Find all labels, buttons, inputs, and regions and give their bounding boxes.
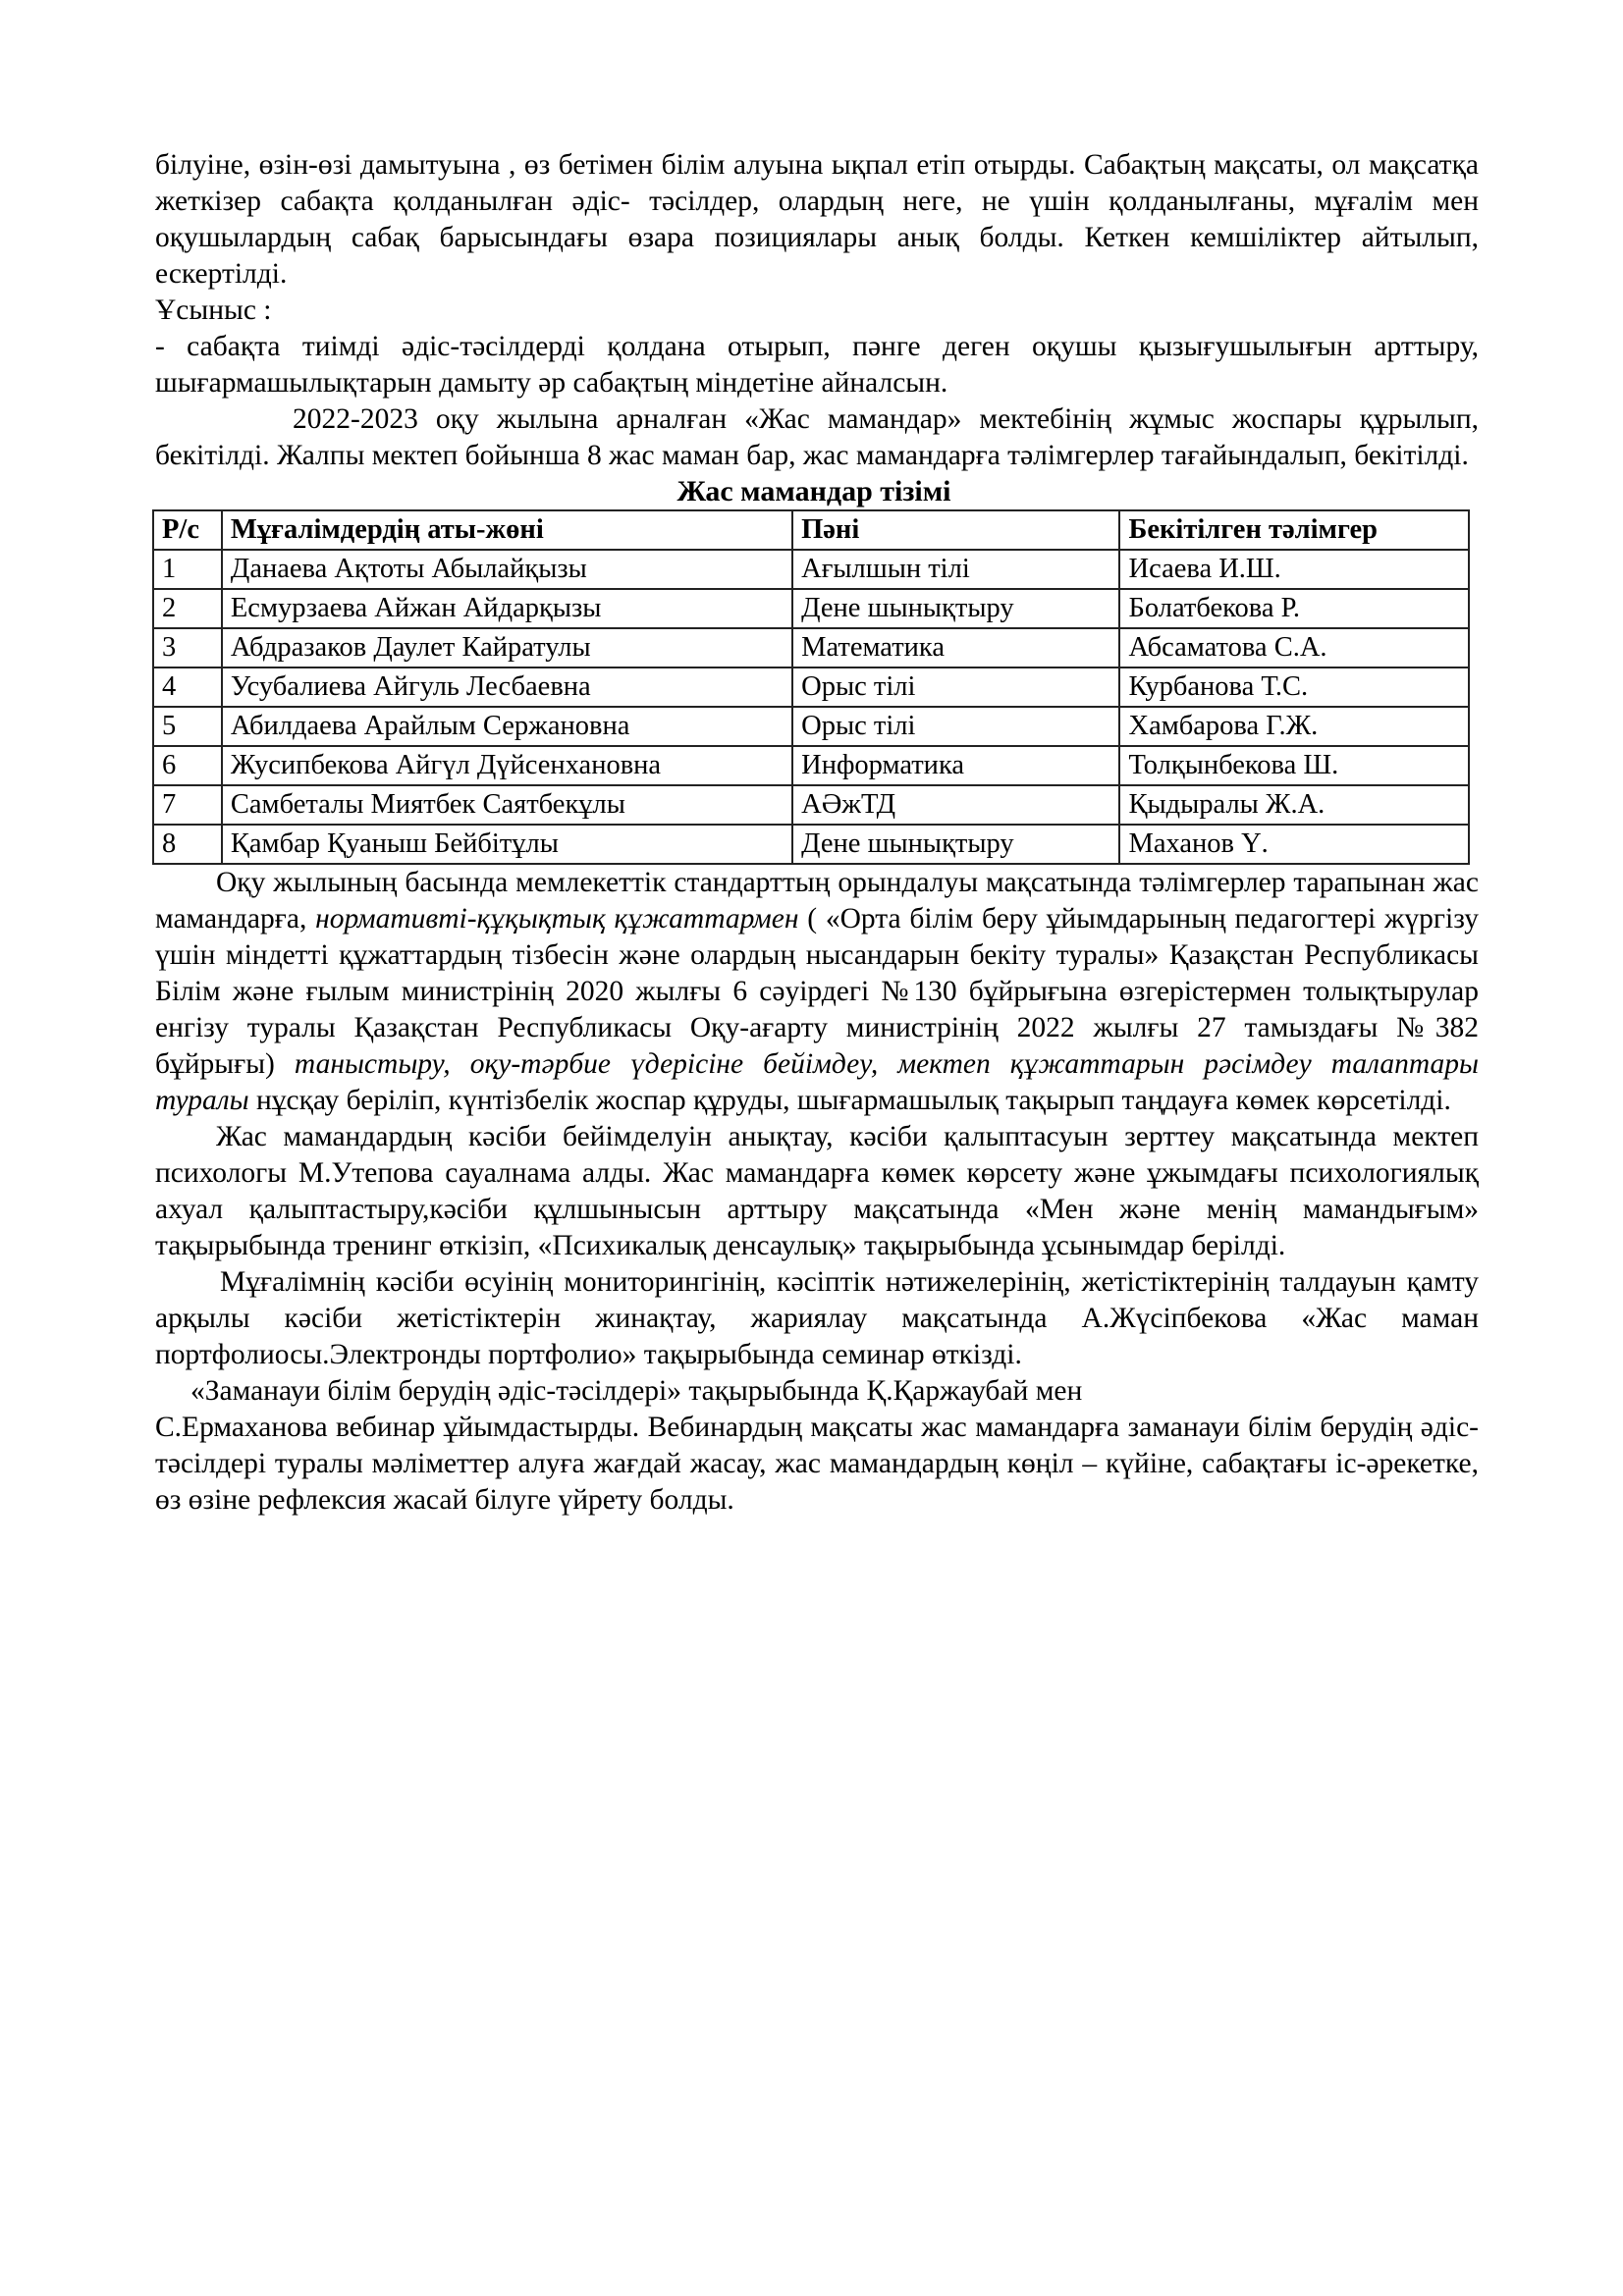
p3-end: нұсқау беріліп, күнтізбелік жоспар құруды, шығармашылық тақырып таңдауға көмек көрсетілді. bbox=[248, 1085, 1451, 1116]
cell-mentor: Исаева И.Ш. bbox=[1119, 550, 1469, 589]
table-row bbox=[153, 746, 1469, 785]
p3-middle: ( «Орта білім беру ұйымдарының педагогтері жүргізу үшін міндетті құжаттардың тізбесін және олардың нысандарын бекіту туралы» Қазақстан Республикасы Білім және ғылым министрінің 2020 жылғы 6 сәуірдегі №130 бұйрығына өзгерістермен толықтырулар енгізу туралы Қазақстан Республикасы Оқу-ағарту министрінің 2022 жылғы 27 тамыздағы №382 бұйрығы) bbox=[155, 903, 1480, 1080]
cell-subject: Орыс тілі bbox=[792, 707, 1119, 746]
cell-number: 3 bbox=[153, 628, 222, 667]
cell-number: 1 bbox=[153, 550, 222, 589]
suggestion-text: - сабақта тиімді әдіс-тәсілдерді қолдана отырып, пәнге деген оқушы қызығушылығын арттыру, шығармашылықтарын дамыту әр сабақтың міндетіне айналсын. bbox=[155, 331, 1479, 399]
young-specialists-table bbox=[152, 509, 1470, 865]
table-row bbox=[153, 785, 1469, 825]
paragraph-lesson-review: білуіне, өзін-өзі дамытуына , өз бетімен білім алуына ықпал етіп отырды. Сабақтың мақсаты, ол мақсатқа жеткізер сабақта қолданылған әдіс- тәсілдер, олардың неге, не үшін қолданылғаны, мұғалім мен оқушылардың сабақ барысындағы өзара позициялары анық болды. Кеткен кемшіліктер айтылып, ескертілді. bbox=[155, 149, 1479, 290]
table-row bbox=[153, 589, 1469, 628]
header-subject: Пәні bbox=[792, 510, 1119, 550]
cell-number: 6 bbox=[153, 746, 222, 785]
table-row bbox=[153, 550, 1469, 589]
table-row bbox=[153, 825, 1469, 864]
cell-mentor: Абсаматова С.А. bbox=[1119, 628, 1469, 667]
cell-number: 8 bbox=[153, 825, 222, 864]
p3-italic-familiarize: таныстыру, оқу-тәрбие үдерісіне бейімдеу, мектеп құжаттарын рәсімдеу талаптары туралы bbox=[155, 1048, 1479, 1116]
cell-subject: Математика bbox=[792, 628, 1119, 667]
cell-number: 7 bbox=[153, 785, 222, 825]
table-row bbox=[153, 667, 1469, 707]
cell-mentor: Курбанова Т.С. bbox=[1119, 667, 1469, 707]
p3-italic-normative: нормативті-құқықтық құжаттармен bbox=[315, 903, 799, 934]
paragraph-normative-documents bbox=[155, 865, 1479, 1119]
cell-number: 5 bbox=[153, 707, 222, 746]
cell-mentor: Маханов Ү. bbox=[1119, 825, 1469, 864]
cell-teacher-name: Қамбар Қуаныш Бейбітұлы bbox=[222, 825, 792, 864]
paragraph-young-specialists-school: 2022-2023 оқу жылына арналған «Жас мамандар» мектебінің жұмыс жоспары құрылып, бекітілді. Жалпы мектеп бойынша 8 жас маман бар, жас мамандарға тәлімгерлер тағайындалып, бекітілді. bbox=[155, 403, 1479, 471]
cell-mentor: Хамбарова Г.Ж. bbox=[1119, 707, 1469, 746]
header-number: Р/с bbox=[153, 510, 222, 550]
cell-subject: Ағылшын тілі bbox=[792, 550, 1119, 589]
paragraph-psychologist-survey: Жас мамандардың кәсіби бейімделуін анықтау, кәсіби қалыптасуын зерттеу мақсатында мектеп психологы М.Утепова сауалнама алды. Жас мамандарға көмек көрсету және ұжымдағы психологиялық ахуал қалыптастыру,кәсіби құлшынысын арттыру мақсатында «Мен және менің мамандығым» тақырыбында тренинг өткізіп, «Психикалық денсаулық» тақырыбында ұсынымдар берілді. bbox=[155, 1121, 1479, 1261]
cell-subject: Информатика bbox=[792, 746, 1119, 785]
paragraph-portfolio-seminar: Мұғалімнің кәсіби өсуінің мониторингінің, кәсіптік нәтижелерінің, жетістіктерінің талдауын қамту арқылы кәсіби жетістіктерін жинақтау, жариялау мақсатында А.Жүсіпбекова «Жас маман портфолиосы.Электронды портфолио» тақырыбында семинар өткізді. bbox=[155, 1266, 1479, 1370]
cell-subject: Дене шынықтыру bbox=[792, 825, 1119, 864]
cell-teacher-name: Жусипбекова Айгүл Дүйсенхановна bbox=[222, 746, 792, 785]
header-mentor: Бекітілген тәлімгер bbox=[1119, 510, 1469, 550]
paragraph-webinar-line1: «Заманауи білім берудің әдіс-тәсілдері» тақырыбында Қ.Қаржаубай мен bbox=[190, 1375, 1083, 1407]
cell-teacher-name: Абилдаева Арайлым Сержановна bbox=[222, 707, 792, 746]
cell-number: 2 bbox=[153, 589, 222, 628]
header-teacher-name: Мұғалімдердің аты-жөні bbox=[222, 510, 792, 550]
table-title: Жас мамандар тізімі bbox=[676, 475, 951, 507]
p3-start: Оқу жылының басында мемлекеттік стандарттың орындалуы мақсатында тәлімгерлер тарапынан жас мамандарға, bbox=[155, 867, 1479, 934]
cell-subject: Дене шынықтыру bbox=[792, 589, 1119, 628]
cell-subject: Орыс тілі bbox=[792, 667, 1119, 707]
cell-teacher-name: Данаева Ақтоты Абылайқызы bbox=[222, 550, 792, 589]
cell-teacher-name: Есмурзаева Айжан Айдарқызы bbox=[222, 589, 792, 628]
cell-subject: АӘжТД bbox=[792, 785, 1119, 825]
document-page bbox=[155, 147, 1479, 1519]
cell-teacher-name: Усубалиева Айгуль Лесбаевна bbox=[222, 667, 792, 707]
cell-teacher-name: Абдразаков Даулет Кайратулы bbox=[222, 628, 792, 667]
table-row bbox=[153, 707, 1469, 746]
paragraph-webinar-rest: С.Ермаханова вебинар ұйымдастырды. Вебинардың мақсаты жас мамандарға заманауи білім берудің әдіс-тәсілдері туралы мәліметтер алуға жағдай жасау, жас мамандардың көңіл – күйіне, сабақтағы іс-әрекетке, өз өзіне рефлексия жасай білуге үйрету болды. bbox=[155, 1412, 1479, 1516]
cell-number: 4 bbox=[153, 667, 222, 707]
cell-mentor: Толқынбекова Ш. bbox=[1119, 746, 1469, 785]
table-row bbox=[153, 628, 1469, 667]
cell-mentor: Болатбекова Р. bbox=[1119, 589, 1469, 628]
cell-teacher-name: Самбеталы Миятбек Саятбекұлы bbox=[222, 785, 792, 825]
table-header-row bbox=[153, 510, 1469, 550]
suggestion-label: Ұсыныс : bbox=[155, 294, 272, 326]
cell-mentor: Қыдыралы Ж.А. bbox=[1119, 785, 1469, 825]
